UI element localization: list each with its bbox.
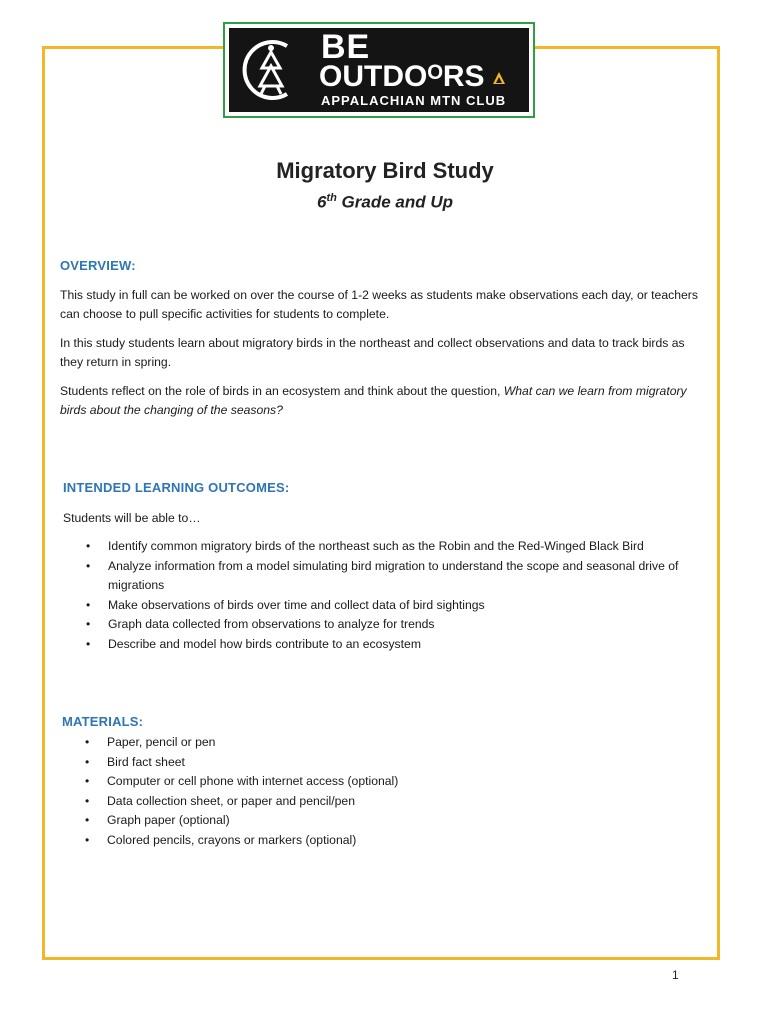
overview-heading: OVERVIEW:	[60, 258, 136, 273]
bullet-icon: •	[85, 774, 90, 788]
materials-list	[85, 733, 705, 850]
outcome-text: Analyze information from a model simulating bird migration to understand the scope and seasonal drive of migrations	[108, 558, 679, 592]
list-item	[86, 596, 706, 616]
outcomes-heading: INTENDED LEARNING OUTCOMES:	[63, 480, 290, 495]
list-item	[85, 733, 705, 753]
materials-heading: MATERIALS:	[62, 714, 144, 729]
material-text: Data collection sheet, or paper and pencil/pen	[107, 793, 355, 808]
list-item	[86, 557, 706, 596]
bullet-icon: •	[85, 793, 90, 808]
logo-text-be: BE	[321, 28, 371, 66]
logo-background	[229, 28, 529, 112]
subtitle-grade-number: 6	[316, 192, 327, 212]
bullet-icon: •	[86, 636, 91, 651]
page-number: 1	[672, 968, 679, 982]
overview-paragraph-3	[60, 382, 710, 420]
bullet-icon: •	[85, 754, 90, 769]
outcome-text: Describe and model how birds contribute to an ecosystem	[108, 636, 421, 651]
outcome-text: Make observations of birds over time and collect data of bird sightings	[108, 597, 485, 612]
overview-paragraph-1: This study in full can be worked on over the course of 1-2 weeks as students make observations each day, or teachers can choose to pull specific activities for students to complete.	[60, 288, 698, 321]
list-item	[85, 811, 705, 831]
list-item	[85, 772, 705, 792]
material-text: Bird fact sheet	[107, 754, 185, 769]
outcome-text: Identify common migratory birds of the northeast such as the Robin and the Red-Winged Black Bird	[108, 539, 644, 553]
yellow-triangle-icon	[491, 70, 507, 86]
list-item	[85, 753, 705, 773]
page-subtitle	[0, 192, 770, 213]
outcomes-intro: Students will be able to…	[63, 511, 201, 525]
bullet-icon: •	[85, 813, 90, 827]
bullet-icon: •	[85, 832, 90, 847]
bullet-icon: •	[86, 617, 91, 631]
outcomes-list	[86, 537, 706, 654]
material-text: Graph paper (optional)	[107, 813, 230, 827]
list-item	[86, 615, 706, 635]
page-title: Migratory Bird Study	[276, 158, 494, 183]
overview-paragraph-2: In this study students learn about migratory birds in the northeast and collect observations and data to track birds as they return in spring.	[60, 336, 685, 369]
outcome-text: Graph data collected from observations to analyze for trends	[108, 617, 435, 631]
overview-question: What can we learn from migratory birds about the changing of the seasons?	[60, 384, 687, 417]
list-item	[85, 792, 705, 812]
list-item	[86, 635, 706, 655]
material-text: Computer or cell phone with internet access (optional)	[107, 774, 399, 788]
mountain-emblem-icon	[235, 34, 307, 106]
material-text: Colored pencils, crayons or markers (optional)	[107, 832, 357, 847]
logo-text-club: APPALACHIAN MTN CLUB	[321, 93, 507, 108]
subtitle-rest: Grade and Up	[336, 192, 454, 212]
bullet-icon: •	[86, 558, 91, 573]
subtitle-superscript: th	[326, 192, 337, 204]
bullet-icon: •	[85, 735, 90, 749]
list-item	[85, 831, 705, 851]
logo-text-outdoors: OUTDOᴼRS	[319, 60, 485, 93]
overview-paragraph-3-text: Students reflect on the role of birds in an ecosystem and think about the question,	[60, 384, 504, 398]
list-item	[86, 537, 706, 557]
be-outdoors-logo	[223, 22, 535, 118]
material-text: Paper, pencil or pen	[107, 735, 216, 749]
bullet-icon: •	[86, 539, 91, 553]
bullet-icon: •	[86, 597, 91, 612]
